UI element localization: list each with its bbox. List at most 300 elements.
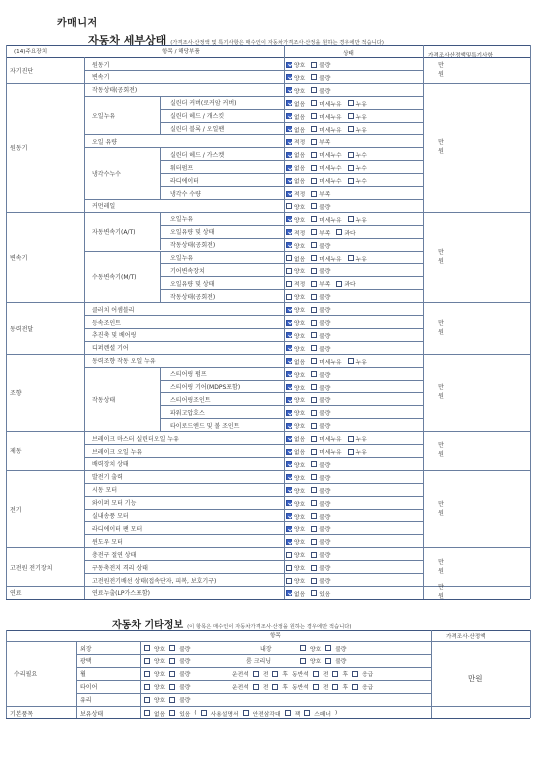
checkbox-icon[interactable] (286, 294, 292, 300)
checkbox-icon[interactable] (144, 671, 150, 677)
status-option[interactable] (286, 370, 305, 379)
status-option[interactable] (286, 331, 305, 340)
checkbox-icon[interactable] (311, 139, 317, 145)
checkbox-icon[interactable] (311, 74, 317, 80)
option-label: 있음 (179, 711, 191, 718)
checkbox-icon[interactable] (348, 255, 354, 261)
option-label: 양호 (154, 659, 166, 666)
checked-box-icon[interactable] (286, 332, 292, 338)
brand-name: 카매니저 (57, 18, 98, 29)
checkbox-icon[interactable] (348, 449, 354, 455)
checkbox-icon[interactable] (311, 461, 317, 467)
rule-line (530, 45, 531, 599)
rule-line (76, 654, 431, 655)
checkbox-icon[interactable] (311, 165, 317, 171)
status-option[interactable] (286, 279, 305, 288)
status-option[interactable] (286, 434, 305, 443)
etc-row-label: 유리 (80, 697, 92, 705)
checkbox-icon[interactable] (325, 645, 331, 651)
status-option[interactable] (286, 254, 305, 263)
checkbox-icon[interactable] (169, 645, 175, 651)
checkbox-icon[interactable] (311, 268, 317, 274)
status-option[interactable] (311, 395, 330, 404)
checked-box-icon[interactable] (286, 371, 292, 377)
status-option[interactable] (286, 125, 305, 134)
status-option[interactable] (311, 383, 330, 392)
status-option[interactable] (311, 241, 330, 250)
status-option[interactable] (348, 112, 367, 121)
item-label: 오일유량 및 상태 (170, 229, 215, 237)
checked-box-icon[interactable] (286, 474, 292, 480)
status-option[interactable] (348, 176, 367, 185)
checkbox-icon[interactable] (311, 281, 317, 287)
status-option[interactable] (286, 512, 305, 521)
checkbox-icon[interactable] (201, 710, 207, 716)
status-options (286, 150, 367, 159)
status-option[interactable] (286, 408, 305, 417)
checkbox-icon[interactable] (311, 320, 317, 326)
checkbox-icon[interactable] (311, 578, 317, 584)
checked-box-icon[interactable] (286, 242, 292, 248)
status-option[interactable] (286, 228, 305, 237)
status-option[interactable] (348, 163, 367, 172)
status-option[interactable] (311, 512, 330, 521)
status-option[interactable] (348, 254, 367, 263)
option-label: 양호 (294, 462, 306, 469)
group-label: 오일누유 (92, 113, 116, 121)
option-label: 불량 (319, 346, 331, 353)
checkbox-icon[interactable] (311, 229, 317, 235)
status-option[interactable] (311, 331, 330, 340)
checkbox-icon[interactable] (311, 513, 317, 519)
checked-box-icon[interactable] (286, 178, 292, 184)
checkbox-icon[interactable] (253, 671, 259, 677)
status-option[interactable] (286, 99, 305, 108)
option-label: 부족 (319, 282, 331, 289)
checkbox-icon[interactable] (169, 658, 175, 664)
status-option[interactable] (286, 395, 305, 404)
option-label: 양호 (294, 321, 306, 327)
checkbox-icon[interactable] (348, 113, 354, 119)
option-label: 양호 (294, 566, 306, 573)
checkbox-icon[interactable] (311, 62, 317, 68)
status-option[interactable] (311, 137, 330, 146)
status-option[interactable] (311, 563, 330, 572)
checkbox-icon[interactable] (332, 684, 338, 690)
rule-line (160, 367, 161, 432)
status-options (286, 228, 356, 237)
checkbox-icon[interactable] (144, 645, 150, 651)
checkbox-icon[interactable] (311, 255, 317, 261)
option-label: 불량 (319, 424, 331, 431)
option-label: 양호 (310, 659, 322, 666)
status-option[interactable] (286, 305, 305, 314)
status-option[interactable] (348, 150, 367, 159)
checkbox-icon[interactable] (144, 658, 150, 664)
rule-line (84, 534, 423, 535)
checkbox-icon[interactable] (311, 590, 317, 596)
option-label: 불량 (319, 295, 331, 302)
status-option[interactable] (286, 266, 305, 275)
price-unit-label: 만원 (438, 558, 444, 575)
status-option[interactable] (311, 125, 341, 134)
option-label: 전 (262, 672, 269, 679)
status-options (286, 344, 330, 353)
checked-box-icon[interactable] (286, 423, 292, 429)
checkbox-icon[interactable] (311, 358, 317, 364)
status-option[interactable] (348, 447, 367, 456)
status-option[interactable] (286, 189, 305, 198)
status-option[interactable] (286, 150, 305, 159)
checked-box-icon[interactable] (286, 139, 292, 145)
status-option[interactable] (311, 202, 330, 211)
checkbox-icon[interactable] (286, 268, 292, 274)
status-option[interactable] (311, 344, 330, 353)
checked-box-icon[interactable] (286, 320, 292, 326)
checkbox-icon[interactable] (169, 684, 175, 690)
item-label: 냉각수 수량 (170, 190, 201, 198)
option-label: 양호 (154, 672, 166, 679)
status-option[interactable] (286, 215, 305, 224)
item-label: 라디에이터 (170, 177, 199, 185)
status-option[interactable] (336, 279, 355, 288)
checkbox-icon[interactable] (311, 436, 317, 442)
status-options (286, 512, 330, 521)
checkbox-icon[interactable] (311, 178, 317, 184)
option-label: 없음 (294, 166, 306, 173)
checked-box-icon[interactable] (286, 126, 292, 132)
status-option[interactable] (311, 499, 330, 508)
checked-box-icon[interactable] (286, 449, 292, 455)
status-options (286, 499, 330, 508)
item-label: 연료누출(LP가스포함) (92, 590, 151, 598)
checkbox-icon[interactable] (352, 684, 358, 690)
status-option[interactable] (286, 383, 305, 392)
status-options (286, 189, 330, 198)
status-option[interactable] (311, 60, 330, 69)
checkbox-icon[interactable] (286, 552, 292, 558)
checkbox-icon[interactable] (285, 710, 291, 716)
checkbox-icon[interactable] (325, 658, 331, 664)
checked-box-icon[interactable] (286, 152, 292, 158)
status-option[interactable] (311, 176, 341, 185)
group-label: 수동변속기(M/T) (92, 274, 137, 282)
checkbox-icon[interactable] (300, 645, 306, 651)
checkbox-icon[interactable] (332, 671, 338, 677)
checkbox-icon[interactable] (348, 358, 354, 364)
checked-box-icon[interactable] (286, 345, 292, 351)
status-option[interactable] (286, 202, 305, 211)
option-label: 양호 (294, 295, 306, 302)
rule-line (6, 45, 530, 46)
status-option[interactable] (311, 447, 341, 456)
checkbox-icon[interactable] (348, 216, 354, 222)
checkbox-icon[interactable] (286, 578, 292, 584)
status-option[interactable] (286, 112, 305, 121)
status-option[interactable] (311, 318, 330, 327)
checkbox-icon[interactable] (169, 710, 175, 716)
status-option[interactable] (311, 473, 330, 482)
status-option[interactable] (286, 176, 305, 185)
checkbox-icon[interactable] (311, 474, 317, 480)
checked-box-icon[interactable] (286, 165, 292, 171)
option-label: 운전석 (232, 672, 249, 679)
status-option[interactable] (286, 318, 305, 327)
option-label: 없음 (294, 127, 306, 134)
checked-box-icon[interactable] (286, 461, 292, 467)
status-option[interactable] (311, 86, 330, 95)
checkbox-icon[interactable] (348, 100, 354, 106)
bracket-glyph: ( (194, 710, 197, 716)
checkbox-icon[interactable] (243, 710, 249, 716)
checked-box-icon[interactable] (286, 436, 292, 442)
checkbox-icon[interactable] (253, 684, 259, 690)
checkbox-icon[interactable] (352, 671, 358, 677)
checked-box-icon[interactable] (286, 191, 292, 197)
checkbox-icon[interactable] (272, 671, 278, 677)
checkbox-icon[interactable] (311, 216, 317, 222)
option-label: 양호 (294, 308, 306, 315)
option-label: 과다 (344, 282, 356, 289)
checked-box-icon[interactable] (286, 100, 292, 106)
checkbox-icon[interactable] (311, 371, 317, 377)
rule-line (6, 630, 7, 718)
option-label: 양호 (294, 243, 306, 250)
etc-title: 자동차 기타정보 (112, 620, 184, 631)
option-label: 양호 (294, 527, 306, 534)
option-label: 적정 (294, 282, 306, 289)
checked-box-icon[interactable] (286, 500, 292, 506)
status-option[interactable] (286, 60, 305, 69)
checkbox-icon[interactable] (311, 526, 317, 532)
checkbox-icon[interactable] (311, 191, 317, 197)
checkbox-icon[interactable] (311, 500, 317, 506)
checked-box-icon[interactable] (286, 384, 292, 390)
status-option[interactable] (348, 434, 367, 443)
checkbox-icon[interactable] (286, 281, 292, 287)
status-option[interactable] (311, 163, 341, 172)
checkbox-icon[interactable] (311, 113, 317, 119)
rule-line (160, 405, 423, 406)
checkbox-icon[interactable] (300, 658, 306, 664)
status-option[interactable] (311, 550, 330, 559)
checkbox-icon[interactable] (286, 203, 292, 209)
checked-box-icon[interactable] (286, 410, 292, 416)
checkbox-icon[interactable] (311, 100, 317, 106)
option-label: 미세누유 (319, 359, 342, 366)
option-label: 없음 (294, 114, 306, 121)
option-label: 불량 (319, 411, 331, 418)
checkbox-icon[interactable] (311, 87, 317, 93)
checkbox-icon[interactable] (311, 410, 317, 416)
checkbox-icon[interactable] (311, 242, 317, 248)
status-option[interactable] (311, 254, 341, 263)
status-option[interactable] (311, 112, 341, 121)
status-options (286, 473, 330, 482)
checked-box-icon[interactable] (286, 62, 292, 68)
option-label: 양호 (310, 646, 322, 653)
status-option[interactable] (311, 292, 330, 301)
status-option[interactable] (286, 473, 305, 482)
checkbox-icon[interactable] (336, 229, 342, 235)
status-option[interactable] (311, 73, 330, 82)
status-option[interactable] (286, 163, 305, 172)
status-option[interactable] (286, 589, 305, 598)
status-option[interactable] (286, 86, 305, 95)
checkbox-icon[interactable] (348, 436, 354, 442)
checkbox-icon[interactable] (311, 565, 317, 571)
checkbox-icon[interactable] (313, 671, 319, 677)
checkbox-icon[interactable] (336, 281, 342, 287)
status-option[interactable] (311, 460, 330, 469)
checkbox-icon[interactable] (348, 178, 354, 184)
checkbox-icon[interactable] (348, 152, 354, 158)
status-option[interactable] (286, 292, 305, 301)
checked-box-icon[interactable] (286, 358, 292, 364)
checkbox-icon[interactable] (311, 539, 317, 545)
status-option[interactable] (311, 434, 341, 443)
status-option[interactable] (336, 228, 355, 237)
status-option[interactable] (286, 447, 305, 456)
option-label: 전 (262, 685, 269, 692)
checkbox-icon[interactable] (144, 710, 150, 716)
option-label: 적정 (294, 230, 306, 237)
status-option[interactable] (311, 408, 330, 417)
rule-line (84, 70, 423, 71)
status-option[interactable] (311, 150, 341, 159)
status-option[interactable] (286, 73, 305, 82)
option-label: 후 (282, 672, 289, 679)
checked-box-icon[interactable] (286, 74, 292, 80)
status-option[interactable] (311, 357, 341, 366)
option-label: 불량 (319, 204, 331, 211)
status-option[interactable] (311, 576, 330, 585)
checkbox-icon[interactable] (311, 552, 317, 558)
option-label: 없음 (294, 101, 306, 108)
checkbox-icon[interactable] (311, 345, 317, 351)
status-options (286, 241, 330, 250)
checkbox-icon[interactable] (311, 332, 317, 338)
checked-box-icon[interactable] (286, 513, 292, 519)
checkbox-icon[interactable] (311, 203, 317, 209)
checkbox-icon[interactable] (311, 487, 317, 493)
status-option[interactable] (311, 215, 341, 224)
status-option[interactable] (311, 524, 330, 533)
status-option[interactable] (311, 421, 330, 430)
status-option[interactable] (286, 460, 305, 469)
checkbox-icon[interactable] (286, 255, 292, 261)
checkbox-icon[interactable] (304, 710, 310, 716)
rule-line (431, 630, 432, 718)
item-label: 스티어링 펌프 (170, 371, 207, 379)
checkbox-icon[interactable] (313, 684, 319, 690)
status-option[interactable] (286, 137, 305, 146)
rule-line (84, 251, 423, 252)
checkbox-icon[interactable] (311, 449, 317, 455)
status-options (286, 383, 330, 392)
status-option[interactable] (286, 576, 305, 585)
checked-box-icon[interactable] (286, 307, 292, 313)
checkbox-icon[interactable] (311, 126, 317, 132)
option-label: 전 (322, 685, 329, 692)
status-option[interactable] (348, 99, 367, 108)
status-option[interactable] (286, 486, 305, 495)
checked-box-icon[interactable] (286, 229, 292, 235)
option-label: 미세누수 (319, 153, 342, 160)
checkbox-icon[interactable] (286, 565, 292, 571)
checkbox-icon[interactable] (311, 423, 317, 429)
status-option[interactable] (286, 537, 305, 546)
etc-row-label: 광택 (80, 658, 92, 666)
status-option[interactable] (286, 344, 305, 353)
status-option[interactable] (286, 241, 305, 250)
status-option[interactable] (311, 189, 330, 198)
option-label: 양호 (294, 333, 306, 340)
status-option[interactable] (286, 563, 305, 572)
checkbox-icon[interactable] (311, 294, 317, 300)
checkbox-icon[interactable] (311, 384, 317, 390)
checkbox-icon[interactable] (169, 697, 175, 703)
status-option[interactable] (286, 357, 305, 366)
checked-box-icon[interactable] (286, 526, 292, 532)
checked-box-icon[interactable] (286, 87, 292, 93)
option-label: 없음 (154, 711, 166, 718)
status-options (286, 215, 367, 224)
checked-box-icon[interactable] (286, 590, 292, 596)
status-option[interactable] (311, 537, 330, 546)
item-label: 스티어링조인트 (170, 396, 211, 404)
item-label: 변속기 (92, 74, 110, 82)
option-label: 불량 (319, 398, 331, 405)
status-option[interactable] (286, 499, 305, 508)
checkbox-icon[interactable] (311, 152, 317, 158)
item-label: 디퍼렌셜 기어 (92, 345, 129, 353)
status-option[interactable] (311, 589, 330, 598)
checkbox-icon[interactable] (311, 307, 317, 313)
status-option[interactable] (311, 279, 330, 288)
item-label: 커먼레일 (92, 203, 116, 211)
status-options (286, 370, 330, 379)
status-option[interactable] (286, 550, 305, 559)
status-option[interactable] (348, 125, 367, 134)
status-option[interactable] (311, 99, 341, 108)
checkbox-icon[interactable] (311, 397, 317, 403)
checkbox-icon[interactable] (272, 684, 278, 690)
status-option[interactable] (311, 486, 330, 495)
checked-box-icon[interactable] (286, 216, 292, 222)
item-label: 동력조향 작동 오일 누유 (92, 358, 156, 366)
status-option[interactable] (286, 524, 305, 533)
checkbox-icon[interactable] (348, 126, 354, 132)
status-option[interactable] (311, 266, 330, 275)
status-option[interactable] (311, 228, 330, 237)
status-option[interactable] (311, 370, 330, 379)
checked-box-icon[interactable] (286, 487, 292, 493)
status-option[interactable] (348, 215, 367, 224)
checked-box-icon[interactable] (286, 539, 292, 545)
item-label: 등속조인트 (92, 319, 121, 327)
checked-box-icon[interactable] (286, 113, 292, 119)
option-label: 미세누유 (319, 437, 342, 444)
status-option[interactable] (286, 421, 305, 430)
status-option[interactable] (348, 357, 367, 366)
checkbox-icon[interactable] (169, 671, 175, 677)
checkbox-icon[interactable] (144, 684, 150, 690)
checked-box-icon[interactable] (286, 397, 292, 403)
checkbox-icon[interactable] (348, 165, 354, 171)
status-option[interactable] (311, 305, 330, 314)
checkbox-icon[interactable] (144, 697, 150, 703)
